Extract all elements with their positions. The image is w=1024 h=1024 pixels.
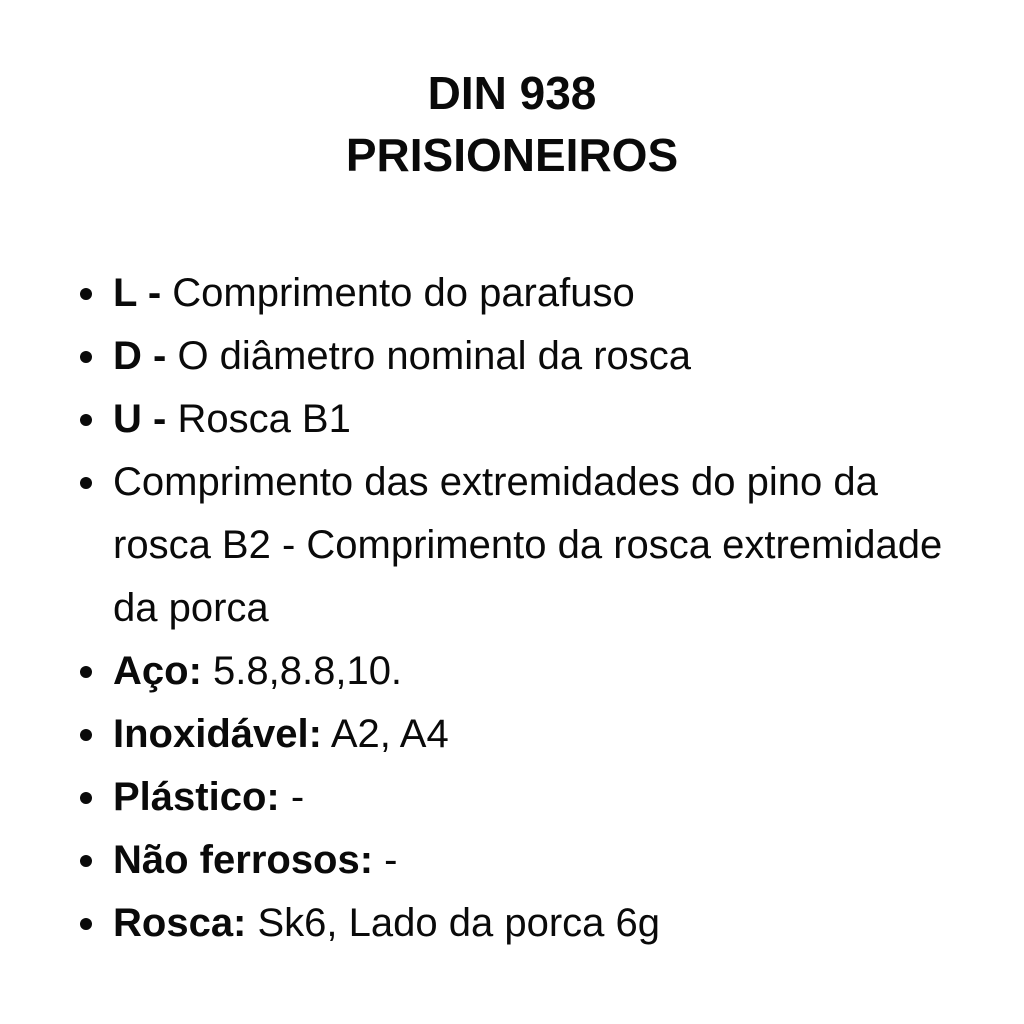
spec-item-thread	[80, 892, 980, 955]
spec-item-plastic	[80, 766, 980, 829]
title-product: PRISIONEIROS	[345, 129, 679, 181]
spec-item-end-lengths	[80, 451, 980, 640]
spec-text: Comprimento das extremidades do pino da rosca B2 - Comprimento da rosca extremidade da porca	[113, 460, 943, 630]
spec-label: Rosca:	[113, 901, 247, 945]
page-title	[0, 62, 1024, 186]
spec-text: -	[373, 838, 398, 882]
bullet-icon	[80, 855, 92, 867]
bullet-icon	[80, 666, 92, 678]
spec-item-length	[80, 262, 980, 325]
spec-text: Rosca B1	[166, 397, 351, 441]
spec-item-non-ferrous	[80, 829, 980, 892]
bullet-icon	[80, 477, 92, 489]
spec-label: U -	[113, 397, 167, 441]
spec-label: Não ferrosos:	[113, 838, 374, 882]
title-standard: DIN 938	[427, 67, 597, 119]
spec-label: Inoxidável:	[113, 712, 322, 756]
spec-label: Aço:	[113, 649, 202, 693]
spec-list	[80, 262, 980, 955]
spec-item-thread-b1	[80, 388, 980, 451]
bullet-icon	[80, 792, 92, 804]
bullet-icon	[80, 288, 92, 300]
bullet-icon	[80, 414, 92, 426]
spec-text: 5.8,8.8,10.	[201, 649, 403, 693]
spec-text: Sk6, Lado da porca 6g	[246, 901, 661, 945]
spec-item-stainless	[80, 703, 980, 766]
bullet-icon	[80, 918, 92, 930]
spec-text: O diâmetro nominal da rosca	[166, 334, 692, 378]
bullet-icon	[80, 729, 92, 741]
spec-text: -	[279, 775, 305, 819]
spec-item-diameter	[80, 325, 980, 388]
spec-label: L -	[113, 271, 162, 315]
spec-label: D -	[113, 334, 167, 378]
spec-label: Plástico:	[113, 775, 280, 819]
spec-text: Comprimento do parafuso	[161, 271, 635, 315]
bullet-icon	[80, 351, 92, 363]
spec-text: A2, A4	[321, 712, 449, 756]
spec-item-steel	[80, 640, 980, 703]
